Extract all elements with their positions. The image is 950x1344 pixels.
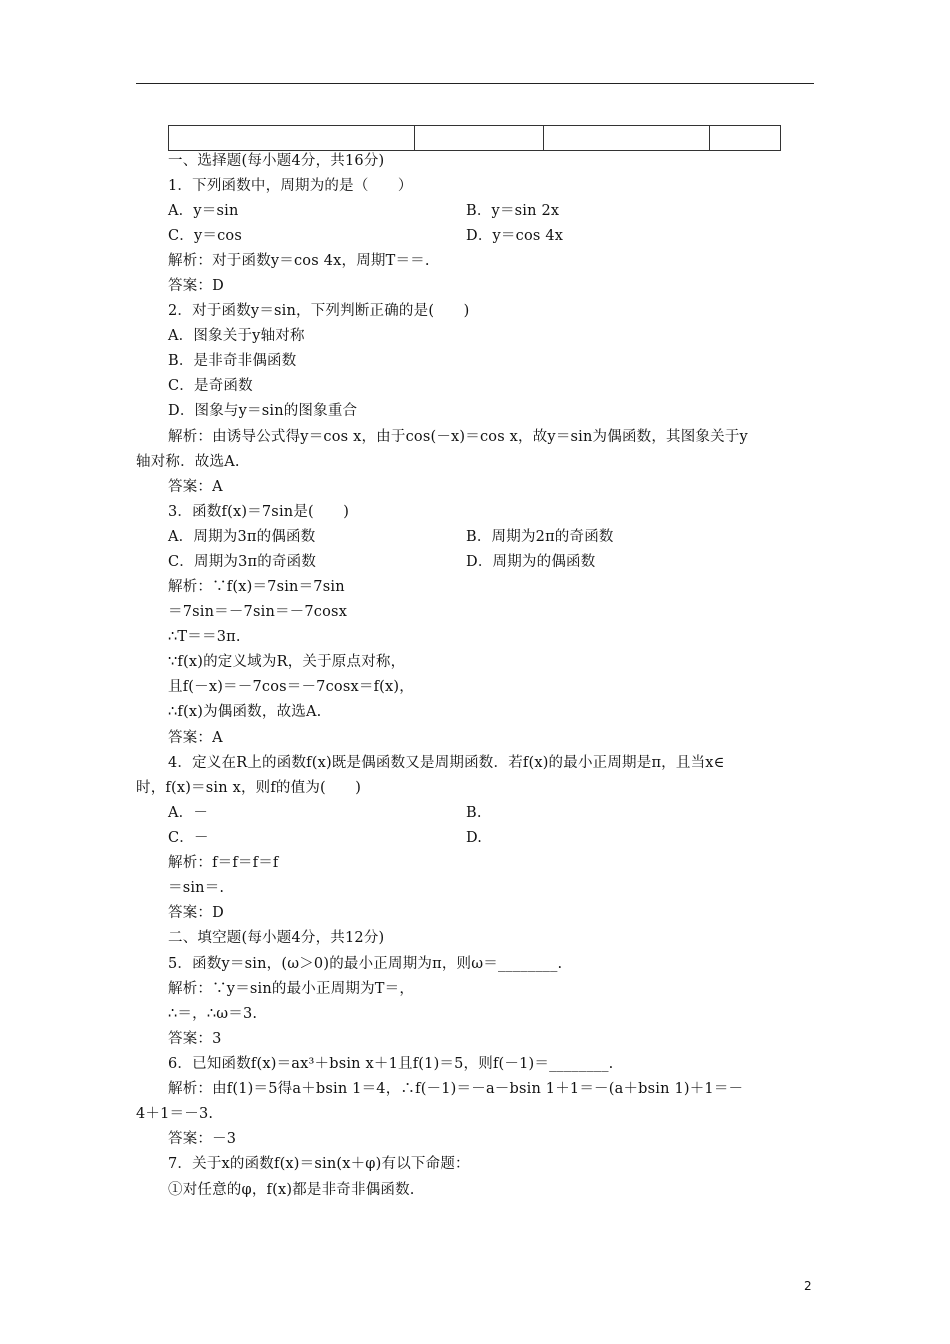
text-line: 答案：A [168, 479, 223, 495]
text-line: 4＋1＝－3. [136, 1106, 214, 1122]
text-line: 3．函数f(x)＝7sin是( ) [168, 504, 350, 520]
text-line: 解析：对于函数y＝cos 4x，周期T＝＝. [168, 253, 430, 269]
text-line: A．周期为3π的偶函数 [168, 529, 316, 545]
text-line: B. [466, 805, 482, 821]
text-line: 4．定义在R上的函数f(x)既是偶函数又是周期函数．若f(x)的最小正周期是π，且当x∈ [168, 755, 725, 771]
text-line: B．是非奇非偶函数 [168, 353, 297, 369]
text-line: D．周期为的偶函数 [466, 554, 596, 570]
header-table [168, 125, 781, 151]
header-table-divider [709, 126, 710, 150]
text-line: ∴T＝＝3π. [168, 629, 241, 645]
text-line: 轴对称．故选A. [136, 454, 240, 470]
text-line: 一、选择题(每小题4分，共16分) [168, 153, 385, 169]
text-line: 6．已知函数f(x)＝ax³＋bsin x＋1且f(1)＝5，则f(－1)＝________. [168, 1056, 614, 1072]
text-line: C．－ [168, 830, 209, 846]
text-line: 答案：3 [168, 1031, 222, 1047]
text-line: ＝7sin＝－7sin＝－7cosx [168, 604, 348, 620]
text-line: D．图象与y＝sin的图象重合 [168, 403, 358, 419]
text-line: C．是奇函数 [168, 378, 253, 394]
text-line: A．－ [168, 805, 209, 821]
text-line: 1．下列函数中，周期为的是（ ） [168, 178, 413, 194]
text-line: 二、填空题(每小题4分，共12分) [168, 930, 385, 946]
header-table-divider [543, 126, 544, 150]
text-line: ∴＝，∴ω＝3. [168, 1006, 258, 1022]
text-line: 答案：－3 [168, 1131, 237, 1147]
text-line: 时，f(x)＝sin x，则f的值为( ) [136, 780, 362, 796]
page-number: 2 [804, 1279, 812, 1293]
text-line: ①对任意的φ，f(x)都是非奇非偶函数. [168, 1182, 415, 1198]
text-line: ＝sin＝. [168, 880, 225, 896]
text-line: B．周期为2π的奇函数 [466, 529, 614, 545]
text-line: B．y＝sin 2x [466, 203, 560, 219]
text-line: A．y＝sin [168, 203, 239, 219]
text-line: 7．关于x的函数f(x)＝sin(x＋φ)有以下命题： [168, 1156, 470, 1172]
header-rule [136, 83, 814, 84]
text-line: 且f(－x)＝－7cos＝－7cosx＝f(x)， [168, 679, 414, 695]
text-line: 2．对于函数y＝sin，下列判断正确的是( ) [168, 303, 470, 319]
text-line: ∴f(x)为偶函数，故选A. [168, 704, 322, 720]
header-table-divider [414, 126, 415, 150]
text-line: C．y＝cos [168, 228, 242, 244]
text-line: ∵f(x)的定义域为R，关于原点对称， [168, 654, 406, 670]
text-line: 解析：f＝f＝f＝f [168, 855, 279, 871]
text-line: 解析：由诱导公式得y＝cos x，由于cos(－x)＝cos x，故y＝sin为偶函数，其图象关于y [168, 429, 748, 445]
text-line: D．y＝cos 4x [466, 228, 564, 244]
text-line: 解析：∵f(x)＝7sin＝7sin [168, 579, 345, 595]
text-line: D. [466, 830, 483, 846]
text-line: 解析：∵y＝sin的最小正周期为T＝， [168, 981, 415, 997]
text-line: 解析：由f(1)＝5得a＋bsin 1＝4，∴f(－1)＝－a－bsin 1＋1＝－(a＋bsin 1)＋1＝－ [168, 1081, 744, 1097]
text-line: 答案：D [168, 905, 224, 921]
text-line: 5．函数y＝sin，(ω＞0)的最小正周期为π，则ω＝________. [168, 956, 563, 972]
text-line: 答案：A [168, 730, 223, 746]
text-line: A．图象关于y轴对称 [168, 328, 305, 344]
text-line: 答案：D [168, 278, 224, 294]
text-line: C．周期为3π的奇函数 [168, 554, 317, 570]
